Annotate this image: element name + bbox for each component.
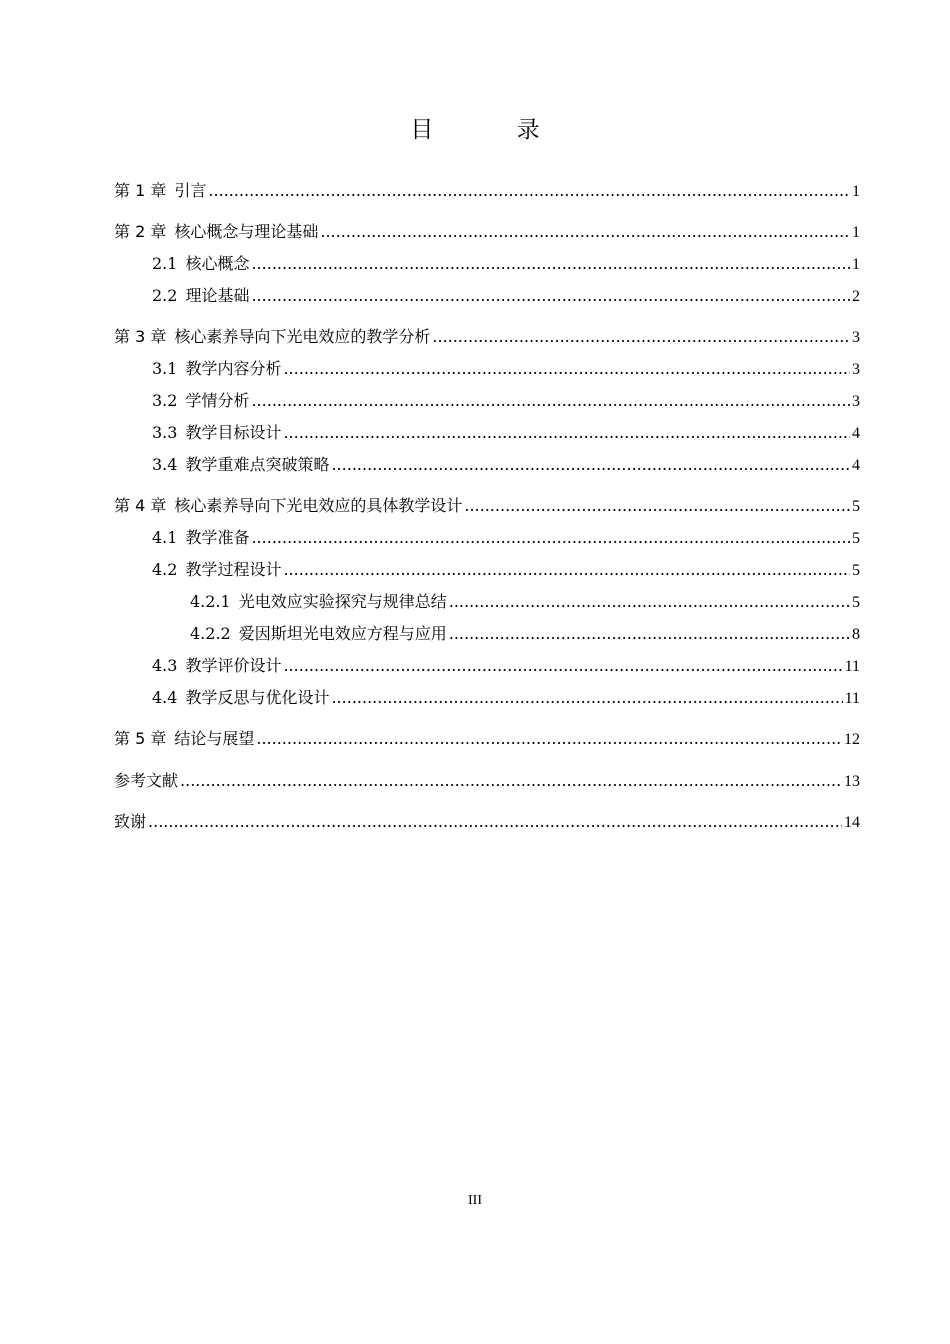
toc-entry-number: 4.1: [152, 528, 178, 547]
dot-leader: [283, 655, 842, 677]
toc-entry[interactable]: [114, 623, 860, 646]
toc-entry-page: 13: [844, 773, 860, 790]
dot-leader: [449, 591, 850, 613]
toc-entry[interactable]: [114, 811, 860, 834]
dot-leader: [283, 559, 850, 581]
toc-entry[interactable]: [114, 687, 860, 710]
toc-entry-number: 第 2 章: [114, 222, 167, 241]
toc-entry[interactable]: [114, 559, 860, 582]
toc-entry[interactable]: [114, 390, 860, 413]
toc-entry-title: 引言: [174, 181, 207, 200]
dot-leader: [208, 180, 850, 202]
toc-entry-page: 3: [852, 329, 860, 346]
toc-entry-page: 2: [852, 288, 860, 305]
toc-entry-number: 4.2.2: [190, 624, 231, 643]
dot-leader: [331, 687, 842, 709]
toc-entry-number: 4.2.1: [190, 592, 231, 611]
dot-leader: [251, 253, 850, 275]
toc-entry[interactable]: [114, 285, 860, 308]
toc-entry[interactable]: [114, 728, 860, 751]
toc-entry[interactable]: [114, 180, 860, 203]
toc-entry-number: 第 1 章: [114, 181, 167, 200]
toc-entry-page: 14: [844, 814, 860, 831]
toc-entry-title: 教学准备: [185, 528, 250, 547]
toc-entry-number: 4.3: [152, 656, 178, 675]
toc-entry-title: 爱因斯坦光电效应方程与应用: [238, 624, 447, 643]
toc-entry-page: 8: [852, 626, 860, 643]
toc-entry-page: 5: [852, 594, 860, 611]
toc-entry-title: 教学内容分析: [185, 359, 282, 378]
toc-entry-title: 参考文献: [114, 771, 179, 790]
toc-entry-page: 4: [852, 457, 860, 474]
toc-entry-title: 教学重难点突破策略: [185, 455, 330, 474]
toc-entry-number: 2.1: [152, 254, 178, 273]
toc-entry-number: 3.2: [152, 391, 178, 410]
toc-entry-page: 5: [852, 498, 860, 515]
dot-leader: [251, 285, 850, 307]
toc-entry-title: 教学评价设计: [185, 656, 282, 675]
toc-entry-number: 4.2: [152, 560, 178, 579]
toc-entry[interactable]: [114, 253, 860, 276]
toc-entry[interactable]: [114, 591, 860, 614]
toc-entry-number: 第 3 章: [114, 327, 167, 346]
toc-entry-title: 教学反思与优化设计: [185, 688, 330, 707]
toc-entry-number: 3.3: [152, 423, 178, 442]
page-number: III: [468, 1193, 482, 1208]
toc-entry-title: 核心素养导向下光电效应的具体教学设计: [174, 496, 463, 515]
toc-entry-number: 3.1: [152, 359, 178, 378]
dot-leader: [464, 495, 850, 517]
toc-entry-page: 1: [852, 224, 860, 241]
toc-entry-page: 1: [852, 256, 860, 273]
toc-entry[interactable]: [114, 495, 860, 518]
toc-entry[interactable]: [114, 358, 860, 381]
dot-leader: [148, 811, 842, 833]
dot-leader: [432, 326, 850, 348]
toc-entry-number: 2.2: [152, 286, 178, 305]
toc-entry-title: 核心素养导向下光电效应的教学分析: [174, 327, 431, 346]
toc-entry[interactable]: [114, 770, 860, 793]
toc-entry[interactable]: [114, 422, 860, 445]
dot-leader: [256, 728, 842, 750]
dot-leader: [449, 623, 850, 645]
toc-entry-page: 3: [852, 393, 860, 410]
dot-leader: [283, 358, 850, 380]
toc-entry[interactable]: [114, 326, 860, 349]
toc-entry-page: 11: [844, 658, 860, 675]
toc-entry-title: 光电效应实验探究与规律总结: [238, 592, 447, 611]
toc-entry-number: 3.4: [152, 455, 178, 474]
toc-entry-title: 核心概念与理论基础: [174, 222, 319, 241]
toc-entry-title: 学情分析: [185, 391, 250, 410]
toc-entry-page: 11: [844, 690, 860, 707]
toc-entry-title: 教学过程设计: [185, 560, 282, 579]
toc-entry-title: 核心概念: [185, 254, 250, 273]
toc-entry-number: 第 5 章: [114, 729, 167, 748]
toc-entry-title: 结论与展望: [174, 729, 255, 748]
toc-entry-page: 12: [844, 731, 860, 748]
toc-entry-page: 1: [852, 183, 860, 200]
toc-entry-page: 5: [852, 562, 860, 579]
toc-entry[interactable]: [114, 454, 860, 477]
toc-entry[interactable]: [114, 655, 860, 678]
toc-entry-page: 4: [852, 425, 860, 442]
toc-entry-page: 3: [852, 361, 860, 378]
toc-entry-number: 第 4 章: [114, 496, 167, 515]
dot-leader: [251, 527, 850, 549]
dot-leader: [320, 221, 850, 243]
toc-entry-title: 教学目标设计: [185, 423, 282, 442]
toc-entry[interactable]: [114, 527, 860, 550]
dot-leader: [283, 422, 850, 444]
toc-entry-page: 5: [852, 530, 860, 547]
toc-entry[interactable]: [114, 221, 860, 244]
dot-leader: [180, 770, 842, 792]
dot-leader: [251, 390, 850, 412]
page-title: 目 录: [410, 117, 578, 143]
toc-entry-number: 4.4: [152, 688, 178, 707]
dot-leader: [331, 454, 850, 476]
toc-entry-title: 理论基础: [185, 286, 250, 305]
toc-entry-title: 致谢: [114, 812, 147, 831]
